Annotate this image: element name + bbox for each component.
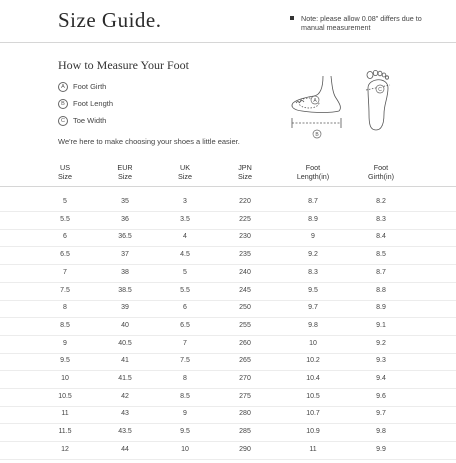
table-cell: 40	[121, 321, 129, 329]
table-cell: 42	[121, 392, 129, 400]
table-cell: 43	[121, 410, 129, 418]
row-divider	[0, 423, 456, 424]
table-cell: 10.9	[306, 428, 320, 436]
column-header-line: Length(in)	[296, 172, 330, 181]
table-cell: 8.9	[308, 215, 318, 223]
table-cell: 10.2	[306, 357, 320, 365]
table-cell: 250	[239, 304, 251, 312]
table-cell: 6	[183, 304, 187, 312]
table-cell: 8.4	[376, 233, 386, 241]
table-row	[0, 215, 456, 233]
legend-item-foot-girth	[58, 82, 106, 92]
table-row	[0, 197, 456, 215]
column-header-line: Foot	[373, 163, 389, 172]
table-cell: 7	[63, 268, 67, 276]
table-cell: 6.5	[180, 321, 190, 329]
table-row	[0, 445, 456, 463]
row-divider	[0, 282, 456, 283]
table-cell: 7	[183, 339, 187, 347]
table-cell: 260	[239, 339, 251, 347]
table-row	[0, 268, 456, 286]
legend-label: Toe Width	[73, 116, 107, 125]
table-cell: 38.5	[118, 286, 132, 294]
table-cell: 5	[63, 198, 67, 205]
table-cell: 7.5	[60, 286, 70, 294]
table-cell: 265	[239, 357, 251, 365]
table-cell: 9.7	[376, 410, 386, 418]
table-row	[0, 286, 456, 304]
column-header	[351, 163, 411, 181]
table-cell: 11	[309, 445, 317, 453]
row-divider	[0, 406, 456, 407]
table-cell: 8.5	[180, 392, 190, 400]
table-cell: 9.3	[376, 357, 386, 365]
table-cell: 3.5	[180, 215, 190, 223]
table-cell: 245	[239, 286, 251, 294]
table-cell: 9.2	[308, 251, 318, 259]
table-cell: 3	[183, 198, 187, 205]
table-cell: 8.8	[376, 286, 386, 294]
table-cell: 6.5	[60, 251, 70, 259]
letter-circle-icon: B	[58, 99, 68, 109]
table-cell: 8.3	[376, 215, 386, 223]
column-header	[155, 163, 215, 181]
table-cell: 10	[181, 445, 189, 453]
table-row	[0, 356, 456, 374]
row-divider	[0, 211, 456, 212]
table-cell: 35	[121, 198, 129, 205]
row-divider	[0, 459, 456, 460]
table-cell: 39	[121, 304, 129, 312]
table-cell: 10	[61, 375, 69, 382]
table-cell: 10.4	[306, 375, 320, 382]
table-cell: 12	[61, 445, 69, 453]
table-cell: 9.8	[308, 321, 318, 329]
table-cell: 41	[121, 357, 129, 365]
table-cell: 220	[239, 198, 251, 205]
table-cell: 10.5	[306, 392, 320, 400]
table-cell: 235	[239, 251, 251, 259]
table-row	[0, 250, 456, 268]
legend-label: Foot Girth	[73, 82, 107, 91]
row-divider	[0, 229, 456, 230]
table-cell: 9.5	[60, 357, 70, 365]
page-title: Size Guide.	[58, 8, 162, 32]
column-header-line: Girth(in)	[368, 172, 394, 181]
table-row	[0, 339, 456, 357]
table-cell: 8.7	[376, 268, 386, 276]
column-header	[283, 163, 343, 181]
table-cell: 5.5	[60, 215, 70, 223]
table-row	[0, 232, 456, 250]
table-cell: 40.5	[118, 339, 132, 347]
table-cell: 4	[183, 233, 187, 241]
table-cell: 4.5	[180, 251, 190, 259]
table-cell: 10	[309, 339, 317, 347]
row-divider	[0, 264, 456, 265]
table-cell: 230	[239, 233, 251, 241]
sole-view-foot-icon	[366, 70, 390, 130]
table-cell: 8	[63, 304, 67, 312]
column-header-line: Size	[58, 172, 72, 181]
legend-label: Foot Length	[73, 99, 114, 108]
legend-item-toe-width	[58, 116, 106, 126]
table-row	[0, 427, 456, 445]
row-divider	[0, 353, 456, 354]
table-cell: 9.7	[308, 304, 318, 312]
table-row	[0, 374, 456, 392]
letter-circle-icon: C	[58, 116, 68, 126]
label-b: B	[315, 132, 319, 138]
column-header	[215, 163, 275, 181]
table-cell: 8.5	[60, 321, 70, 329]
table-cell: 255	[239, 321, 251, 329]
foot-measurement-illustration	[284, 68, 404, 140]
column-header	[35, 163, 95, 181]
table-cell: 9.4	[376, 375, 386, 382]
table-cell: 9.5	[180, 428, 190, 436]
row-divider	[0, 317, 456, 318]
column-header-line: Size	[238, 172, 252, 181]
table-cell: 41.5	[118, 375, 132, 382]
table-row	[0, 409, 456, 427]
table-cell: 38	[121, 268, 129, 276]
row-divider	[0, 441, 456, 442]
row-divider	[0, 300, 456, 301]
label-c: C	[378, 87, 382, 93]
bullet-icon	[290, 16, 294, 20]
table-row	[0, 321, 456, 339]
row-divider	[0, 335, 456, 336]
table-cell: 9	[311, 233, 315, 241]
column-header	[95, 163, 155, 181]
table-cell: 8.5	[376, 251, 386, 259]
table-cell: 285	[239, 428, 251, 436]
table-cell: 240	[239, 268, 251, 276]
table-cell: 7.5	[180, 357, 190, 365]
table-cell: 10.7	[306, 410, 320, 418]
table-cell: 8.3	[308, 268, 318, 276]
table-cell: 6	[63, 233, 67, 241]
table-row	[0, 392, 456, 410]
table-cell: 275	[239, 392, 251, 400]
header-divider	[0, 42, 456, 43]
letter-circle-icon: A	[58, 82, 68, 92]
table-cell: 9.6	[376, 392, 386, 400]
table-cell: 9.1	[376, 321, 386, 329]
column-header-line: UK	[180, 163, 190, 172]
table-cell: 9.2	[376, 339, 386, 347]
intro-text: We're here to make choosing your shoes a little easier.	[58, 137, 240, 146]
table-cell: 9	[63, 339, 67, 347]
row-divider	[0, 388, 456, 389]
table-cell: 9	[183, 410, 187, 418]
table-header-divider	[0, 186, 456, 187]
table-cell: 8	[183, 375, 187, 382]
table-cell: 9.5	[308, 286, 318, 294]
table-cell: 36	[121, 215, 129, 223]
column-header-line: US	[60, 163, 70, 172]
table-cell: 225	[239, 215, 251, 223]
legend-item-foot-length	[58, 99, 113, 109]
table-cell: 8.2	[376, 198, 386, 205]
table-cell: 5.5	[180, 286, 190, 294]
table-cell: 37	[121, 251, 129, 259]
table-cell: 8.7	[308, 198, 318, 205]
table-cell: 9.9	[376, 445, 386, 453]
column-header-line: JPN	[238, 163, 252, 172]
column-header-line: Size	[118, 172, 132, 181]
table-cell: 11	[61, 410, 69, 418]
label-a: A	[313, 98, 317, 104]
table-cell: 8.9	[376, 304, 386, 312]
table-cell: 5	[183, 268, 187, 276]
table-row	[0, 303, 456, 321]
table-cell: 11.5	[58, 428, 72, 436]
table-cell: 36.5	[118, 233, 132, 241]
table-cell: 270	[239, 375, 251, 382]
row-divider	[0, 246, 456, 247]
table-cell: 9.8	[376, 428, 386, 436]
column-header-line: EUR	[117, 163, 133, 172]
column-header-line: Size	[178, 172, 192, 181]
table-cell: 10.5	[58, 392, 72, 400]
table-cell: 290	[239, 445, 251, 453]
column-header-line: Foot	[305, 163, 321, 172]
table-cell: 44	[121, 445, 129, 453]
row-divider	[0, 370, 456, 371]
section-subtitle: How to Measure Your Foot	[58, 58, 190, 72]
table-cell: 43.5	[118, 428, 132, 436]
note-text: Note: please allow 0.08" differs due to manual measurement	[301, 14, 422, 32]
table-cell: 280	[239, 410, 251, 418]
